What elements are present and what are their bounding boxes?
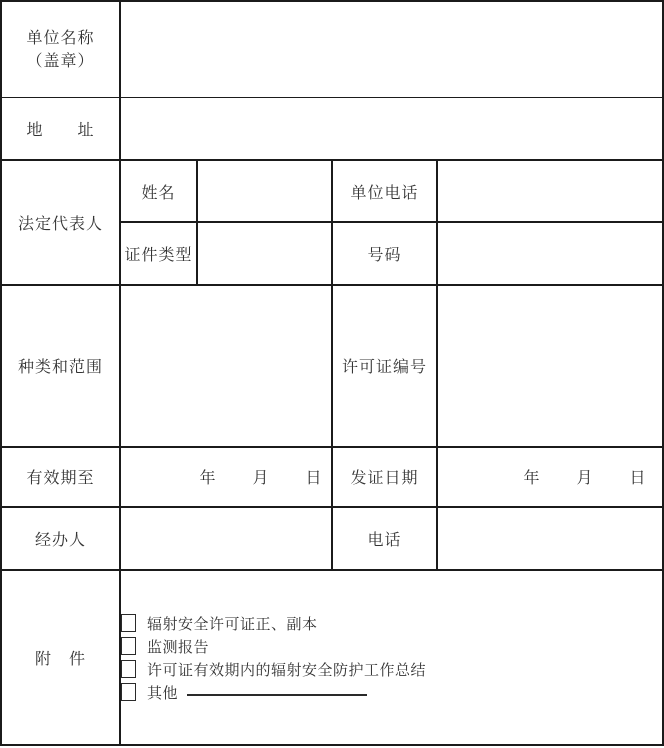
- attachments-list: [121, 612, 662, 704]
- attachment-item: [121, 612, 318, 635]
- unit-name-label-cell: [1, 1, 120, 98]
- attachment-checkbox-safety-summary[interactable]: [121, 660, 136, 678]
- name-label-cell: 姓名: [120, 160, 197, 222]
- attachment-checkbox-monitoring-report[interactable]: [121, 637, 136, 655]
- handler-label-cell: 经办人: [1, 507, 120, 570]
- attachment-item: [121, 658, 426, 681]
- row-unit-name: [1, 1, 663, 98]
- issue-date-year-label: 年: [523, 470, 541, 488]
- license-no-value-cell[interactable]: [437, 285, 663, 447]
- issue-date-label-cell: 发证日期: [332, 447, 437, 507]
- valid-until-label-cell: 有效期至: [1, 447, 120, 507]
- unit-phone-value-cell[interactable]: [437, 160, 663, 222]
- license-no-label-cell: 许可证编号: [332, 285, 437, 447]
- id-number-value-cell[interactable]: [437, 222, 663, 284]
- attachment-label: 辐射安全许可证正、副本: [147, 616, 318, 633]
- issue-date-date-line: [438, 465, 662, 488]
- id-type-label-cell: 证件类型: [120, 222, 197, 284]
- legal-rep-label-cell: 法定代表人: [1, 160, 120, 285]
- unit-phone-label-cell: 单位电话: [332, 160, 437, 222]
- unit-name-label: 单位名称: [26, 29, 95, 47]
- category-scope-value-cell[interactable]: [120, 285, 332, 447]
- unit-name-value-cell[interactable]: [120, 1, 663, 98]
- attachment-label: 监测报告: [147, 639, 210, 656]
- attachment-label: 其他: [147, 685, 179, 702]
- issue-date-value-cell[interactable]: [437, 447, 663, 507]
- issue-date-day-label: 日: [629, 470, 647, 488]
- id-type-value-cell[interactable]: [197, 222, 332, 284]
- valid-until-value-cell[interactable]: [120, 447, 332, 507]
- attachments-label-cell: 附 件: [1, 570, 120, 745]
- category-scope-label-cell: 种类和范围: [1, 285, 120, 447]
- attachment-item: [121, 635, 209, 658]
- row-legal-rep-name: [1, 160, 663, 222]
- attachment-label: 许可证有效期内的辐射安全防护工作总结: [147, 662, 427, 679]
- unit-name-seal-label: （盖章）: [26, 52, 95, 70]
- other-blank-line[interactable]: [187, 681, 367, 696]
- id-number-label-cell: 号码: [332, 222, 437, 284]
- address-value-cell[interactable]: [120, 98, 663, 160]
- valid-until-day-label: 日: [305, 470, 323, 488]
- row-dates: [1, 447, 663, 507]
- row-address: [1, 98, 663, 160]
- address-label-cell: 地 址: [1, 98, 120, 160]
- phone-label-cell: 电话: [332, 507, 437, 570]
- phone-value-cell[interactable]: [437, 507, 663, 570]
- row-category-license: [1, 285, 663, 447]
- row-attachments: [1, 570, 663, 745]
- attachments-content-cell: [120, 570, 663, 745]
- attachment-item: [121, 681, 367, 704]
- issue-date-month-label: 月: [576, 470, 594, 488]
- attachment-checkbox-other[interactable]: [121, 683, 136, 701]
- name-value-cell[interactable]: [197, 160, 332, 222]
- valid-until-month-label: 月: [252, 470, 270, 488]
- row-handler-phone: [1, 507, 663, 570]
- valid-until-year-label: 年: [199, 470, 217, 488]
- handler-value-cell[interactable]: [120, 507, 332, 570]
- attachment-checkbox-license-copies[interactable]: [121, 614, 136, 632]
- valid-until-date-line: [121, 465, 331, 488]
